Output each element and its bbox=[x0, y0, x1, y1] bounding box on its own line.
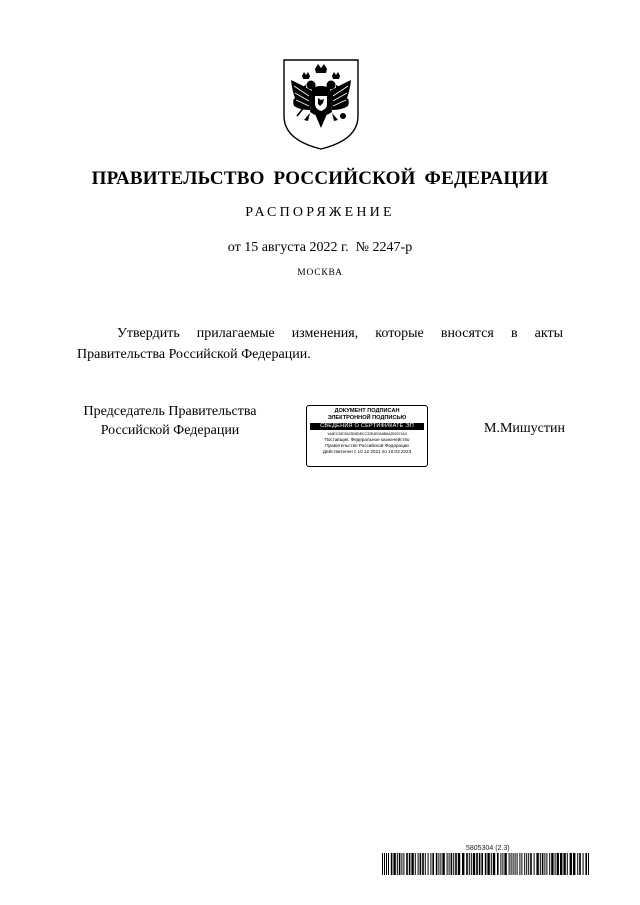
barcode-bar bbox=[438, 853, 439, 875]
stamp-line1: ДОКУМЕНТ ПОДПИСАН bbox=[334, 408, 400, 414]
barcode-bar bbox=[519, 853, 520, 875]
barcode-bar bbox=[384, 853, 385, 875]
stamp-owner: Правительство Российской Федерации bbox=[325, 443, 409, 448]
barcode-bar bbox=[453, 853, 454, 875]
barcode-bar bbox=[411, 853, 413, 875]
barcode-bar bbox=[528, 853, 529, 875]
barcode-bar bbox=[393, 853, 395, 875]
barcode-bar bbox=[542, 853, 544, 875]
barcode-bar bbox=[451, 853, 453, 875]
date-number-line bbox=[0, 240, 640, 256]
barcode-bar bbox=[585, 853, 587, 875]
barcode-bar bbox=[485, 853, 487, 875]
barcode-bar bbox=[509, 853, 510, 875]
barcode-bar bbox=[430, 853, 431, 875]
barcode-bar bbox=[491, 853, 492, 875]
barcode-bar bbox=[560, 853, 562, 875]
barcode-bar bbox=[540, 853, 541, 875]
barcode-bar bbox=[500, 853, 501, 875]
barcode-bar bbox=[386, 853, 387, 875]
document-type: РАСПОРЯЖЕНИЕ bbox=[245, 205, 395, 220]
barcode-bar bbox=[502, 853, 503, 875]
barcode-bar bbox=[549, 853, 550, 875]
electronic-signature-stamp bbox=[306, 405, 428, 467]
barcode-bar bbox=[436, 853, 438, 875]
barcode-bar bbox=[504, 853, 506, 875]
barcode-bar bbox=[530, 853, 532, 875]
barcode-bar bbox=[401, 853, 402, 875]
barcode-bar bbox=[420, 853, 422, 875]
barcode-bar bbox=[442, 853, 444, 875]
barcode-bar bbox=[382, 853, 383, 875]
barcode-bar bbox=[481, 853, 483, 875]
barcode-bar bbox=[415, 853, 416, 875]
barcode-bar bbox=[583, 853, 584, 875]
barcode-bar bbox=[428, 853, 429, 875]
barcode-bar bbox=[458, 853, 460, 875]
barcode-bar bbox=[476, 853, 478, 875]
barcode-bar bbox=[526, 853, 527, 875]
barcode bbox=[382, 853, 589, 875]
document-number: № 2247-р bbox=[355, 240, 413, 255]
barcode-bar bbox=[588, 853, 589, 875]
barcode-bar bbox=[546, 853, 547, 875]
city: МОСКВА bbox=[297, 268, 343, 278]
barcode-bar bbox=[440, 853, 441, 875]
barcode-bar bbox=[555, 853, 556, 875]
barcode-bar bbox=[534, 853, 535, 875]
barcode-bar bbox=[399, 853, 401, 875]
barcode-bar bbox=[579, 853, 581, 875]
barcode-bar bbox=[473, 853, 475, 875]
coat-of-arms-icon bbox=[282, 58, 360, 151]
stamp-serial: 1A6EC26D5425D8DBCC32E4E9A8B8A2B2974A3 bbox=[327, 432, 407, 436]
barcode-bar bbox=[406, 853, 408, 875]
document-date: от 15 августа 2022 г. bbox=[227, 240, 349, 255]
signer-name: М.Мишустин bbox=[484, 421, 565, 436]
barcode-bar bbox=[551, 853, 553, 875]
barcode-bar bbox=[449, 853, 450, 875]
signer-title-line1: Председатель Правительства bbox=[83, 404, 257, 419]
barcode-bar bbox=[418, 853, 419, 875]
barcode-bar bbox=[557, 853, 559, 875]
barcode-bar bbox=[466, 853, 468, 875]
barcode-bar bbox=[493, 853, 495, 875]
government-title: ПРАВИТЕЛЬСТВО РОССИЙСКОЙ ФЕДЕРАЦИИ bbox=[91, 168, 549, 189]
order-text: Утвердить прилагаемые изменения, которые вносятся в акты Правительства Российской Федерации. bbox=[77, 326, 563, 362]
stamp-supplier: Поставщик: Федеральное казначейство bbox=[324, 437, 410, 442]
barcode-bar bbox=[469, 853, 470, 875]
barcode-bar bbox=[515, 853, 516, 875]
barcode-bar bbox=[517, 853, 518, 875]
barcode-bar bbox=[544, 853, 545, 875]
barcode-bar bbox=[487, 853, 489, 875]
signer-title bbox=[70, 402, 270, 440]
barcode-bar bbox=[422, 853, 424, 875]
barcode-bar bbox=[497, 853, 499, 875]
barcode-bar bbox=[577, 853, 578, 875]
barcode-bar bbox=[425, 853, 426, 875]
stamp-certificate-band: СВЕДЕНИЯ О СЕРТИФИКАТЕ ЭП bbox=[310, 423, 424, 430]
barcode-bar bbox=[567, 853, 568, 875]
barcode-bar bbox=[391, 853, 393, 875]
barcode-bar bbox=[409, 853, 411, 875]
barcode-bar bbox=[511, 853, 512, 875]
barcode-number: 5805304 (2.3) bbox=[466, 845, 510, 852]
barcode-bar bbox=[447, 853, 448, 875]
barcode-bar bbox=[462, 853, 464, 875]
stamp-validity: Действителен с 10.12.2021 по 10.03.2023 bbox=[322, 449, 412, 454]
barcode-bar bbox=[479, 853, 481, 875]
barcode-bar bbox=[524, 853, 525, 875]
stamp-line2: ЭЛЕКТРОННОЙ ПОДПИСЬЮ bbox=[327, 415, 407, 421]
barcode-bar bbox=[521, 853, 522, 875]
barcode-bar bbox=[563, 853, 565, 875]
barcode-bar bbox=[513, 853, 514, 875]
barcode-bar bbox=[388, 853, 389, 875]
signer-title-line2: Российской Федерации bbox=[100, 423, 240, 438]
barcode-bar bbox=[471, 853, 472, 875]
barcode-bar bbox=[403, 853, 404, 875]
barcode-bar bbox=[455, 853, 457, 875]
barcode-bar bbox=[397, 853, 398, 875]
barcode-bar bbox=[570, 853, 572, 875]
barcode-bar bbox=[432, 853, 434, 875]
barcode-bar bbox=[573, 853, 575, 875]
barcode-bar bbox=[536, 853, 538, 875]
